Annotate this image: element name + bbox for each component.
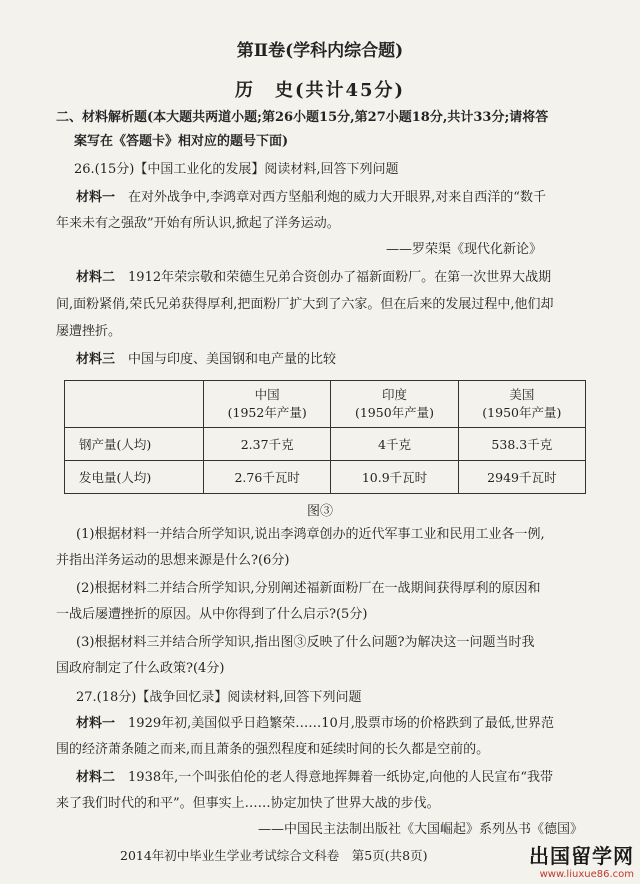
q26-material3-label: 材料三 <box>76 352 116 367</box>
q26-sub1-line1: (1)根据材料一并结合所学知识,说出李鸿章创办的近代军事工业和民用工业各一例, <box>76 527 545 542</box>
q26-material1-label: 材料一 <box>76 190 116 205</box>
table-row-label: 发电量(人均) <box>65 461 204 494</box>
table-cell: 4千克 <box>331 428 458 461</box>
q26-material2-line3: 屡遭挫折。 <box>56 324 122 339</box>
comparison-table <box>64 380 586 494</box>
table-header-india: 印度 (1950年产量) <box>331 381 458 428</box>
table-cell: 538.3千克 <box>458 428 585 461</box>
q27-material2-line1 <box>76 770 553 786</box>
table-header-row <box>65 381 586 428</box>
q26-sub1-line2: 并指出洋务运动的思想来源是什么?(6分) <box>56 553 290 568</box>
q26-intro: 26.(15分)【中国工业化的发展】阅读材料,回答下列问题 <box>74 162 399 177</box>
q27-material1-label: 材料一 <box>76 716 116 731</box>
table-cell: 2.37千克 <box>204 428 331 461</box>
table-cell: 2.76千瓦时 <box>204 461 331 494</box>
table-row <box>65 461 586 494</box>
q26-material2-line2: 间,面粉紧俏,荣氏兄弟获得厚利,把面粉厂扩大到了六家。但在后来的发展过程中,他们却 <box>56 297 554 312</box>
q26-sub3-line1: (3)根据材料三并结合所学知识,指出图③反映了什么问题?为解决这一问题当时我 <box>76 635 535 650</box>
q26-material2-text1: 1912年荣宗敬和荣德生兄弟合资创办了福新面粉厂。在第一次世界大战期 <box>128 270 552 285</box>
q26-material1-line2: 年来未有之强敌”开始有所认识,掀起了洋务运动。 <box>56 216 340 231</box>
q26-sub2-line1: (2)根据材料二并结合所学知识,分别阐述福新面粉厂在一战期间获得厚利的原因和 <box>76 581 541 596</box>
q26-material1-source: ——罗荣渠《现代化新论》 <box>386 242 543 257</box>
q26-material1-text1: 在对外战争中,李鸿章对西方坚船利炮的威力大开眼界,对来自西洋的“数千 <box>128 190 546 205</box>
site-watermark <box>529 840 634 880</box>
subject-title: 历 史(共计45分) <box>234 80 406 101</box>
volume-title: 第Ⅱ卷(学科内综合题) <box>236 41 404 61</box>
q27-material2-label: 材料二 <box>76 770 116 785</box>
watermark-url: www.liuxue86.com <box>539 869 634 880</box>
table-row <box>65 428 586 461</box>
q26-material3-line <box>76 352 336 368</box>
q27-intro: 27.(18分)【战争回忆录】阅读材料,回答下列问题 <box>76 690 362 705</box>
q27-material1-text1: 1929年初,美国似乎日趋繁荣……10月,股票市场的价格跌到了最低,世界范 <box>128 716 555 731</box>
q27-material1-line1 <box>76 716 554 732</box>
watermark-name: 出国留学网 <box>529 844 634 868</box>
q26-material3-text: 中国与印度、美国钢和电产量的比较 <box>128 352 337 367</box>
q26-material1-line1 <box>76 190 546 206</box>
q27-material2-source: ——中国民主法制出版社《大国崛起》系列丛书《德国》 <box>258 822 584 837</box>
q26-sub2-line2: 一战后屡遭挫折的原因。从中你得到了什么启示?(5分) <box>56 607 368 622</box>
table-row-label: 钢产量(人均) <box>65 428 204 461</box>
q26-material2-line1 <box>76 270 551 286</box>
table-header-usa: 美国 (1950年产量) <box>458 381 585 428</box>
section-heading-line2: 案写在《答题卡》相对应的题号下面) <box>74 134 289 149</box>
table-corner-cell <box>65 381 204 428</box>
section-heading-line1: 二、材料解析题(本大题共两道小题;第26小题15分,第27小题18分,共计33分;请将答 <box>56 110 549 125</box>
q27-material1-line2: 围的经济萧条随之而来,而且萧条的强烈程度和延续时间的长久都是空前的。 <box>56 742 490 757</box>
table-header-china: 中国 (1952年产量) <box>204 381 331 428</box>
q26-sub3-line2: 国政府制定了什么政策?(4分) <box>56 661 225 676</box>
table-cell: 10.9千瓦时 <box>331 461 458 494</box>
page-footer: 2014年初中毕业生学业考试综合文科卷 第5页(共8页) <box>120 848 428 863</box>
q26-material2-label: 材料二 <box>76 270 116 285</box>
q27-material2-text1: 1938年,一个叫张伯伦的老人得意地挥舞着一纸协定,向他的人民宣布“我带 <box>128 770 554 785</box>
table-cell: 2949千瓦时 <box>458 461 585 494</box>
q27-material2-line2: 来了我们时代的和平”。但事实上……协定加快了世界大战的步伐。 <box>56 796 440 811</box>
figure-label: 图③ <box>306 504 333 519</box>
